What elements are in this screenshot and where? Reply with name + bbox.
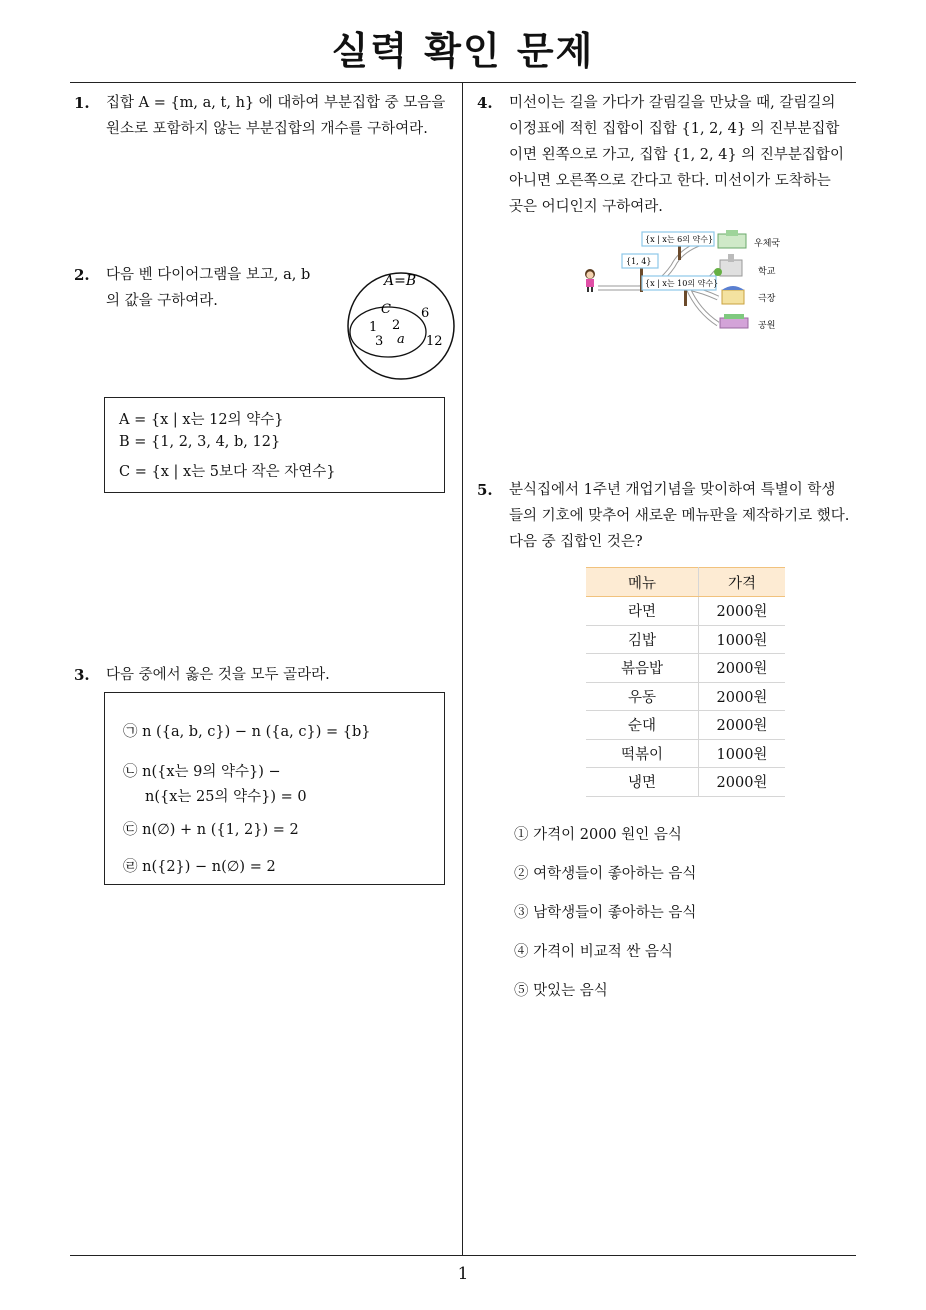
place-label: 공원 — [758, 321, 776, 331]
statement-item: ㉠ n ({a, b, c}) − n ({a, c}) = {b} — [123, 724, 371, 740]
set-definition: A = {x | x는 12의 약수} — [119, 412, 284, 428]
price-cell: 1000원 — [699, 625, 786, 654]
theater-icon — [722, 286, 744, 304]
answer-choice-2[interactable]: ② 여학생들이 좋아하는 음식 — [514, 866, 697, 882]
venn-outer-label: A=B — [384, 273, 417, 289]
column-divider — [462, 82, 463, 1256]
venn-element: 6 — [421, 306, 430, 321]
statement-item-continued: n({x는 25의 약수}) = 0 — [145, 789, 307, 805]
table-row — [586, 739, 785, 768]
venn-element: 1 — [369, 320, 378, 335]
set-definition: B = {1, 2, 3, 4, b, 12} — [119, 434, 281, 450]
menu-cell: 라면 — [586, 597, 699, 626]
question-text-line: 다음 벤 다이어그램을 보고, a, b — [106, 267, 311, 283]
table-row — [586, 625, 785, 654]
venn-diagram — [344, 268, 460, 388]
question-text-line: 의 값을 구하여라. — [106, 293, 218, 309]
question-text-line: 이면 왼쪽으로 가고, 집합 {1, 2, 4} 의 진부분집합이 — [509, 147, 844, 163]
table-row — [586, 597, 785, 626]
place-label: 학교 — [758, 267, 776, 277]
table-row — [586, 768, 785, 797]
menu-table — [586, 567, 785, 797]
venn-inner-label: C — [381, 302, 391, 317]
table-header-row — [586, 568, 785, 597]
price-cell: 2000원 — [699, 682, 786, 711]
question-text-line: 분식집에서 1주년 개업기념을 맞이하여 특별이 학생 — [509, 482, 836, 498]
table-row — [586, 711, 785, 740]
menu-cell: 볶음밥 — [586, 654, 699, 683]
set-definition: C = {x | x는 5보다 작은 자연수} — [119, 464, 336, 480]
venn-element: a — [397, 332, 405, 347]
place-label: 우체국 — [754, 239, 781, 249]
set-definition-box — [104, 397, 445, 493]
statement-item: ㉣ n({2}) − n(∅) = 2 — [123, 859, 276, 875]
question-number: 3. — [74, 666, 90, 684]
price-cell: 2000원 — [699, 768, 786, 797]
table-row — [586, 682, 785, 711]
statement-box — [104, 692, 445, 885]
page-title: 실력 확인 문제 — [331, 29, 595, 73]
girl-icon — [585, 269, 595, 292]
question-number: 5. — [477, 481, 493, 499]
answer-choice-3[interactable]: ③ 남학생들이 좋아하는 음식 — [514, 905, 697, 921]
venn-element: 2 — [392, 318, 401, 333]
question-text-line: 원소로 포함하지 않는 부분집합의 개수를 구하여라. — [106, 121, 428, 137]
statement-item: ㉢ n(∅) + n ({1, 2}) = 2 — [123, 822, 299, 838]
menu-cell: 순대 — [586, 711, 699, 740]
post-office-icon — [718, 230, 746, 248]
question-text-line: 집합 A = {m, a, t, h} 에 대하여 부분집합 중 모음을 — [106, 95, 446, 111]
question-text-line: 이정표에 적힌 집합이 집합 {1, 2, 4} 의 진부분집합 — [509, 121, 840, 137]
price-cell: 2000원 — [699, 597, 786, 626]
question-text-line: 미선이는 길을 가다가 갈림길을 만났을 때, 갈림길의 — [509, 95, 836, 111]
sign-label: {x | x는 6의 약수} — [645, 235, 714, 244]
page-number: 1 — [457, 1264, 469, 1284]
question-text-line: 다음 중 집합인 것은? — [509, 534, 643, 550]
top-rule — [70, 82, 856, 83]
question-number: 4. — [477, 94, 493, 112]
place-label: 극장 — [758, 294, 776, 304]
price-cell: 2000원 — [699, 711, 786, 740]
sign-label: {1, 4} — [626, 257, 652, 266]
question-number: 2. — [74, 266, 90, 284]
menu-cell: 냉면 — [586, 768, 699, 797]
question-text-line: 곳은 어디인지 구하여라. — [509, 199, 663, 215]
statement-item: ㉡ n({x는 9의 약수}) − — [123, 764, 281, 780]
menu-cell: 우동 — [586, 682, 699, 711]
price-cell: 1000원 — [699, 739, 786, 768]
venn-element: 12 — [426, 334, 443, 349]
question-text-line: 다음 중에서 옳은 것을 모두 골라라. — [106, 667, 330, 683]
column-header: 메뉴 — [586, 568, 699, 597]
venn-element: 3 — [375, 334, 384, 349]
menu-cell: 떡볶이 — [586, 739, 699, 768]
bottom-rule — [70, 1255, 856, 1256]
price-cell: 2000원 — [699, 654, 786, 683]
park-icon — [720, 314, 748, 328]
answer-choice-1[interactable]: ① 가격이 2000 원인 음식 — [514, 827, 682, 843]
school-icon — [714, 254, 742, 276]
question-text-line: 아니면 오른쪽으로 간다고 한다. 미선이가 도착하는 — [509, 173, 831, 189]
sign-label: {x | x는 10의 약수} — [645, 279, 719, 288]
answer-choice-5[interactable]: ⑤ 맛있는 음식 — [514, 983, 608, 999]
menu-cell: 김밥 — [586, 625, 699, 654]
answer-choice-4[interactable]: ④ 가격이 비교적 싼 음식 — [514, 944, 673, 960]
question-number: 1. — [74, 94, 90, 112]
column-header: 가격 — [699, 568, 786, 597]
table-row — [586, 654, 785, 683]
question-text-line: 들의 기호에 맞추어 새로운 메뉴판을 제작하기로 했다. — [509, 508, 850, 524]
crossroads-illustration — [578, 226, 788, 338]
